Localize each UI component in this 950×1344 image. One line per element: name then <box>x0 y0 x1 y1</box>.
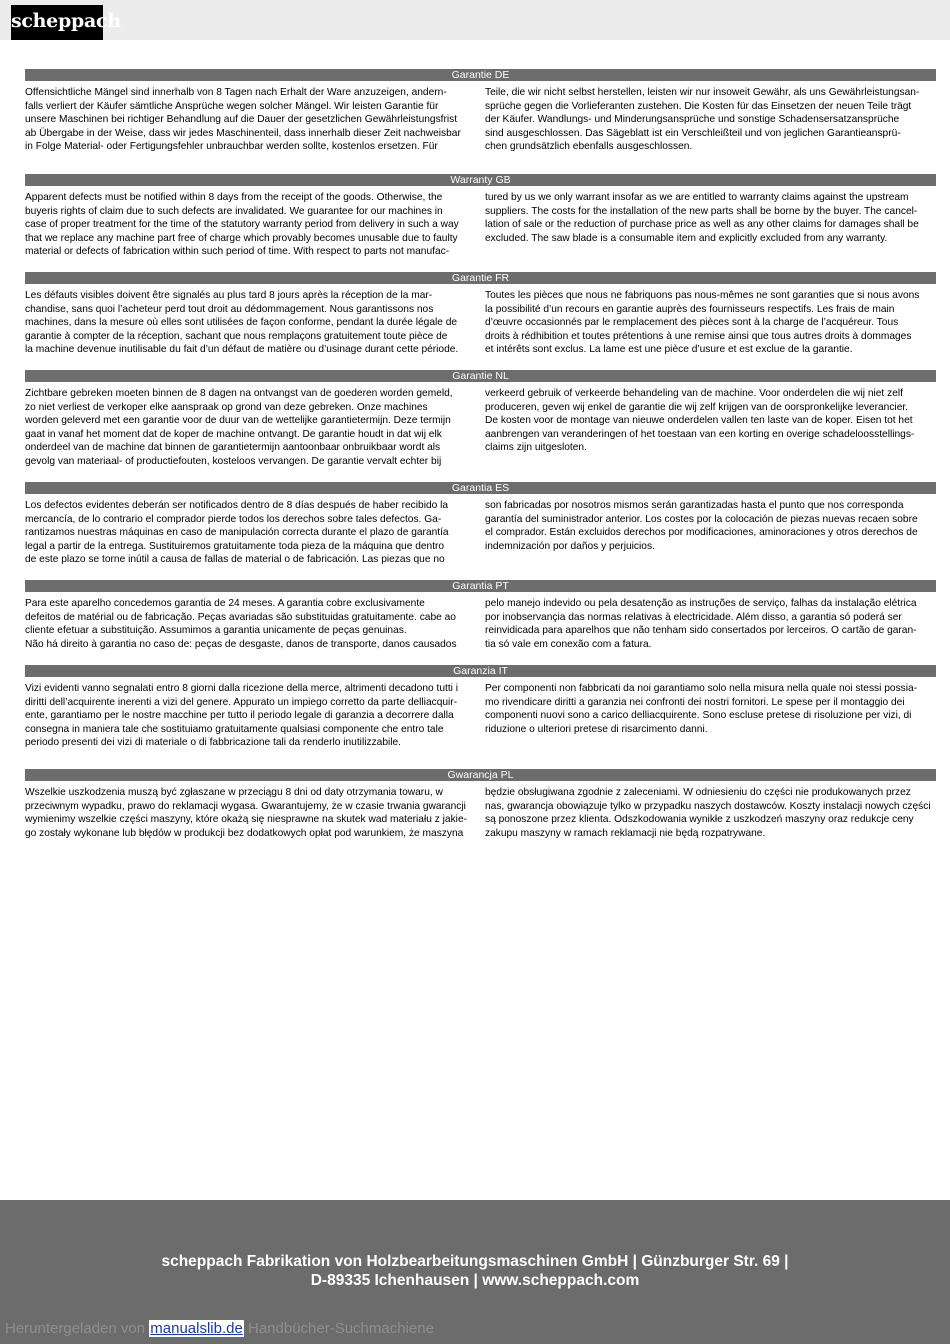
section-garantia-pt <box>25 580 936 651</box>
section-title: Garantie FR <box>25 272 936 284</box>
download-suffix: Handbücher-Suchmachiene <box>243 1320 434 1337</box>
section-title: Garantia PT <box>25 580 936 592</box>
section-garanzia-it <box>25 665 936 750</box>
section-text-right: verkeerd gebruik of verkeerde behandeling van de machine. Voor onderdelen die wij niet zelf produceren, geven wij enkel de garantie die wij zelf krijgen van de oorspronkelijke leverancier. De kosten voor de montage van nieuwe onderdelen vallen ten laste van de koper. Eisen tot het aanbrengen van veranderingen of het toestaan van een korting en overige schadeloosstellings- claims zijn uitgesloten. <box>485 388 915 454</box>
section-text-right: son fabricadas por nosotros mismos serán garantizadas hasta el punto que nos corresponda garantía del suministrador anterior. Los costes por la colocación de piezas nuevas recaen sobre el comprador. Están excluidos derechos por modificaciones, aminoraciones y otros derechos de indemnización por daños y perjuicios. <box>485 500 918 552</box>
download-prefix: Heruntergeladen von <box>5 1320 150 1337</box>
section-text-right: tured by us we only warrant insofar as we are entitled to warranty claims against the upstream suppliers. The costs for the installation of the new parts shall be borne by the buyer. The cancel- lation of sale or the reduction of purchase price as well as any other claims for damages shall be excluded. The saw blade is a consumable item and explicitly excluded from any warranty. <box>485 192 919 244</box>
section-warranty-gb <box>25 174 936 259</box>
section-text-left: Los defectos evidentes deberán ser notificados dentro de 8 días después de haber recibido la mercancía, de lo contrario el comprador pierde todos los derechos sobre tales defectos. Ga- rantizamos nuestras máquinas en caso de manipulación correcta durante el plazo de garantía legal a partir de la entrega. Sustituiremos gratuitamente toda pieza de la máquina que dentro de este plazo se torne inútil a causa de fallas de material o de fabricación. Las piezas que no <box>25 500 449 566</box>
section-title: Garantia ES <box>25 482 936 494</box>
section-text-left: Vizi evidenti vanno segnalati entro 8 giorni dalla ricezione della merce, altrimenti decadono tutti i diritti dell’acquirente inerenti a vizi del genere. Appurato un impiego corretto da parte delliacquir- ente, garantiamo per le nostre macchine per tutto il periodo legale di garanzia a decorrere dalla consegna in maniera tale che sostituiamo gratuitamente qualsiasi componente che entro tale periodo presenti dei vizi di materiale o di fabbricazione tali da renderlo inutilizzabile. <box>25 683 459 749</box>
section-text-left: Para este aparelho concedemos garantia de 24 meses. A garantia cobre exclusivamente defeitos de matérial ou de fabricação. Peças avariadas são substituidas gratuitamente. cabe ao cliente efetuar a substituição. Assumimos a garantia unicamente de peças genuinas. Não há direito à garantia no caso de: peças de desgaste, danos de transporte, danos causados <box>25 598 457 650</box>
section-title: Garantie NL <box>25 370 936 382</box>
section-garantie-de <box>25 69 936 154</box>
section-title: Garanzia IT <box>25 665 936 677</box>
section-text-left: Apparent defects must be notified within 8 days from the receipt of the goods. Otherwise, the buyeris rights of claim due to such defects are invalidated. We guarantee for our machines in case of proper treatment for the time of the statutory warranty period from delivery in such a way that we replace any machine part free of charge which provably becomes unusable due to faulty material or defects of fabrication within such period of time. With respect to parts not manufac- <box>25 192 459 258</box>
company-address-line-1: scheppach Fabrikation von Holzbearbeitungsmaschinen GmbH | Günzburger Str. 69 | <box>161 1253 789 1270</box>
section-garantie-nl <box>25 370 936 469</box>
scheppach-logo: scheppach <box>11 5 103 40</box>
section-title: Warranty GB <box>25 174 936 186</box>
section-garantie-fr <box>25 272 936 357</box>
section-text-right: Teile, die wir nicht selbst herstellen, leisten wir nur insoweit Gewähr, als uns Gewährleistungsan- sprüche gegen die Vorlieferanten zustehen. Die Kosten für das Einsetzen der neuen Teile trägt der Käufer. Wandlungs- und Minderungsansprüche und sonstige Schadensersatzansprüche sind ausgeschlossen. Das Sägeblatt ist ein Verschleißteil und von jeglichen Garantieansprü- chen grundsätzlich ebenfalls ausgeschlossen. <box>485 87 920 153</box>
section-text-right: będzie obsługiwana zgodnie z zaleceniami. W odniesieniu do części nie produkowanych przez nas, gwarancja obowiązuje tylko w przypadku naszych dostawców. Koszty instalacji nowych części są ponoszone przez klienta. Odszkodowania wynikłe z uszkodzeń maszyny oraz redukcje ceny zakupu maszyny w ramach reklamacji nie będą rozpatrywane. <box>485 787 931 839</box>
company-address-line-2: D-89335 Ichenhausen | www.scheppach.com <box>310 1272 640 1289</box>
section-text-left: Les défauts visibles doivent être signalés au plus tard 8 jours après la réception de la mar- chandise, sans quoi l’acheteur perd tout droit au dédommagement. Nous garantissons nos machines, dans la mesure où elles sont utilisées de façon conforme, pendant la durée légale de garantie à compter de la réception, sachant que nous remplaçons gratuitement toute pièce de la machine devenue inutilisable du fait d’un défaut de matière ou d’usinage durant cette période. <box>25 290 459 356</box>
section-garantia-es <box>25 482 936 567</box>
company-address <box>0 1252 950 1290</box>
section-text-right: Per componenti non fabbricati da noi garantiamo solo nella misura nella quale noi stessi possia- mo rivendicare diritti a garanzia nei confronti dei nostri fornitori. Le spese per il montaggio dei componenti nuovi sono a carico delliacquirente. Sono escluse pretese di risoluzione per vizi, di riduzione o ulteriori pretese di risarcimento danni. <box>485 683 918 735</box>
footer <box>0 1200 950 1344</box>
section-text-left: Wszelkie uszkodzenia muszą być zgłaszane w przeciągu 8 dni od daty otrzymania towaru, w przeciwnym wypadku, prawo do reklamacji wygasa. Gwarantujemy, że w czasie trwania gwarancji wymienimy wszelkie części maszyny, które okażą się niesprawne na skutek wad materiału z jakie- go zostały wykonane lub błędów w produkcji bez dodatkowych opłat pod warunkiem, że maszyna <box>25 787 467 839</box>
section-text-left: Zichtbare gebreken moeten binnen de 8 dagen na ontvangst van de goederen worden gemeld, zo niet verliest de verkoper elke aanspraak op grond van deze gebreken. Onze machines worden geleverd met een garantie voor de duur van de wettelijke garantietermijn. Deze termijn gaat in vanaf het moment dat de koper de machine ontvangt. De garantie houdt in dat wij elk onderdeel van de machine dat binnen de garantietermijn aantoonbaar onbruikbaar wordt als gevolg van materiaal- of productiefouten, kosteloos vervangen. De garantie vervalt echter bij <box>25 388 453 467</box>
download-notice <box>5 1320 434 1337</box>
section-text-right: Toutes les pièces que nous ne fabriquons pas nous-mêmes ne sont garanties que si nous avons la possibilité d’un recours en garantie auprès des fournisseurs respectifs. Les frais de main d’œuvre occasionnés par le remplacement des pièces sont à la charge de l’acquéreur. Tous droits à rédhibition et toutes prétentions à une remise ainsi que tous autres droits à dommages et intérêts sont exclus. La lame est une pièce d’usure et est exclue de la garantie. <box>485 290 920 356</box>
top-bar <box>0 0 950 40</box>
manualslib-link[interactable]: manualslib.de <box>150 1320 243 1337</box>
section-title: Gwarancja PL <box>25 769 936 781</box>
section-title: Garantie DE <box>25 69 936 81</box>
section-text-right: pelo manejo indevido ou pela desatenção as instruções de serviço, falhas da instalação elétrica por inobservançia das normas relativas à electricidade. Além disso, a garantia só poderá ser reinvidicada para aparelhos que não tenham sido consertados por lerceiros. O cartão de garan- tia só vale em conexão com a fatura. <box>485 598 917 650</box>
section-text-left: Offensichtliche Mängel sind innerhalb von 8 Tagen nach Erhalt der Ware anzuzeigen, andern- falls verliert der Käufer sämtliche Ansprüche wegen solcher Mängel. Wir leisten Garantie für unsere Maschinen bei richtiger Behandlung auf die Dauer der gesetzlichen Gewährleistungsfrist ab Übergabe in der Weise, dass wir jedes Maschinenteil, dass innerhalb dieser Zeit nachweisbar in Folge Material- oder Fertigungsfehler unbrauchbar werden sollte, kostenlos ersetzen. Für <box>25 87 461 153</box>
section-gwarancja-pl <box>25 769 936 840</box>
